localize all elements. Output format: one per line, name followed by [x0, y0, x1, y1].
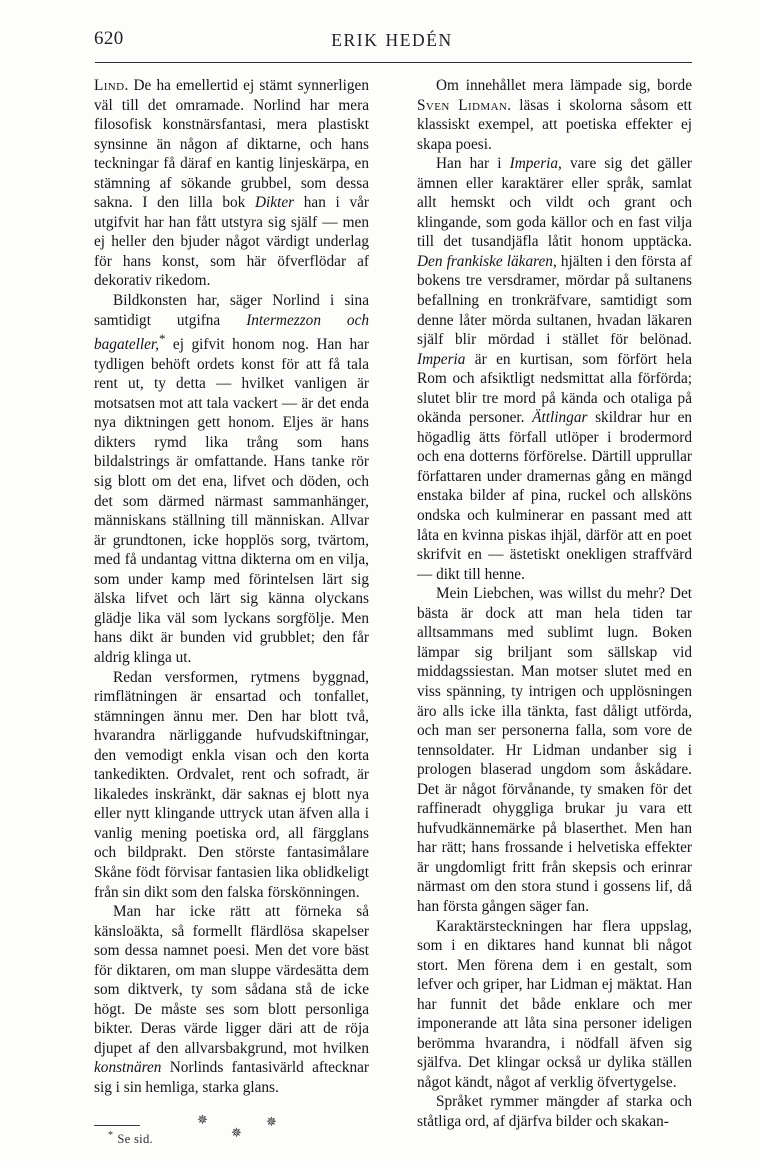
- running-title-last: HEDÉN: [385, 30, 453, 50]
- italic-title: Imperia: [417, 350, 466, 368]
- page-number: 620: [94, 28, 124, 49]
- text-run: Han har i: [436, 155, 510, 173]
- paragraph: [417, 584, 692, 916]
- text-run: han i vår utgifvit har han fått utstyra sig själf — men ej heller den bjuder något värdigt underlag för hans konst, som här öfverflödar af dekorativ rikedom.: [94, 194, 369, 290]
- running-title-first: ERIK: [331, 30, 379, 50]
- paragraph: [94, 902, 369, 1097]
- right-column-body: [417, 76, 692, 1132]
- small-caps-name: Sven Lidman: [417, 96, 508, 114]
- left-column-body: [94, 76, 369, 1098]
- column-left: [94, 76, 369, 1152]
- italic-title: Imperia: [509, 155, 559, 173]
- text-run: ej gifvit honom nog. Han har tydligen behöft ordets konst för att få tala rent ut, ty detta — hvilket vanligen är motsatsen mot att tala vackert — är det enda nya diktningen gett honom. Eljes är hans dikters rymd lika trång som hans bildalstrings är omfattande. Hans tanke rör sig blott om det ena, lifvet och döden, och det som därmed närmast sammanhänger, människans ställning till människan. Allvar är grundtonen, icke hopplös sorg, tvärtom, med få undantag vittna dikterna om en vilja, som under kamp med förintelsen lärt sig älska lifvet och lärt sig känna olyckans glädje lika väl som lyckans sorgfölje. Men hans dikt är bunden vid grubblet; den får aldrig klinga ut.: [94, 336, 369, 666]
- text-run: skildrar hur en högadlig ätts förfall utlöper i brodermord och ena dotterns förförelse. Därtill upprullar författaren under dramernas gång en mängd enstaka bilder af pina, ruckel och allsköns ondska och kulminerar en passant med att låta en kvinna piskas ihjäl, därför att en poet skrifvit en — ästetiskt onekligen straffvärd — dikt till henne.: [417, 409, 693, 583]
- text-run: Mein Liebchen, was willst du mehr? Det bästa är dock att man hela tiden tar alltsammans med sublimt lugn. Boken lämpar sig briljant som sällskap vid middagssiestan. Man motser slutet med en viss spänning, ty intrigen och upplösningen äro alls icke illa tänkta, fast dåligt utförda, och man ser personerna falla, som vore de tennsoldater. Hr Lidman undanber sig i prologen blaserad ungdom som åskådare. Det är något förvånande, ty smaken för det raffineradt ohyggliga brukar ju vara ett hufvudkännemärke på blaserthet. Men han har rätt; hans frossande i helvetiska effekter är ungdomligt fritt från skepsis och erinrar närmast om den stora stund i gossens lif, då han första gången säger fan.: [417, 585, 692, 915]
- paragraph: [94, 291, 369, 667]
- paragraph: [94, 76, 369, 291]
- page-header: [94, 28, 690, 62]
- asterisk-icon-3: ✵: [231, 1124, 242, 1140]
- text-run: Karaktärsteckningen har flera uppslag, som i en diktares hand kunnat bli något stort. Men förena dem i en gestalt, som lefver och griper, har Lidman ej mäktat. Han har funnit det både enklare och mer imponerande att låta sina personer ideligen berömma hvarandra, i nödfall äfven sig själfva. Det klingar också ur dylika ställen något kändt, något af verklig öfvertygelse.: [417, 917, 692, 1091]
- text-run: , vare sig det gäller ämnen eller karaktärer eller språk, samlat allt hemskt och vildt och grant och klingande, som goda källor och en fast vilja till det tusandjäfla låtit honom upptäcka.: [417, 155, 692, 251]
- text-run: . De ha emellertid ej stämt synnerligen väl till det omramade. Norlind har mera filosofisk konstnärsfantasi, mera plastiskt synsinne än någon af diktarne, och hans teckningar få däraf en kantig linjeskärpa, en stämning af sökande grubbel, som dessa sakna. I den lilla bok: [94, 77, 369, 212]
- text-run: . läsas i skolorna såsom ett klassiskt exempel, att poetiska effekter ej skapa poesi.: [417, 96, 692, 153]
- header-divider-rule: [95, 62, 692, 63]
- text-run: är en kurtisan, som förfört hela Rom och afsiktligt nedsmittat alla förförda; slutet blir tre mord på kända och otaliga på okända personer.: [417, 350, 692, 427]
- text-run: , hjälten i den första af bokens tre versdramer, mördar på sultanens befallning en tronkräfvare, samtidigt som denne låter mörda sultanen, hvadan läkaren själf blir mördad i stället för belönad.: [417, 252, 692, 349]
- italic-title: Den frankiske läkaren: [417, 252, 553, 270]
- paragraph: [417, 154, 692, 584]
- paragraph: [417, 1092, 692, 1131]
- text-run: Redan versformen, rytmens byggnad, rimflätningen är ensartad och tonfallet, stämningen ännu mer. Den har blott två, hvarandra närliggande hufvudskiftningar, den vemodigt enkla visan och den korta tankedikten. Ordvalet, rent och sofradt, är likaledes inskränkt, där saknas ej blott nya eller nytt klingande uttryck utan äfven alla i vanlig mening poetiska ord, all färgglans och bildprakt. Den störste fantasimålare Skåne födt förvisar fantasien lika oblidkeligt från sin dikt som den falska förskönningen.: [94, 668, 369, 901]
- text-run: Norlinds fantasivärld aftecknar sig i sin hemliga, starka glans.: [94, 1059, 369, 1096]
- text-run: Språket rymmer mängder af starka och ståtliga ord, af djärfva bilder och skakan-: [417, 1093, 692, 1130]
- text-run: Man har icke rätt att förneka så känsloäkta, så formellt flärdlösa skapelser som dessa namnet poesi. Men det vore bäst för diktaren, om man sluppe värdesätta dem som diktverk, ty som sådana stå de icke högt. De måste ses som blott personliga bikter. Deras värde ligger däri att de röja djupet af den allvarsbakgrund, mot hvilken: [94, 903, 369, 1057]
- asterisk-icon-1: ✵: [197, 1111, 208, 1127]
- italic-title: konstnären: [94, 1059, 162, 1077]
- footnote: [108, 1128, 153, 1147]
- footnote-text: Se sid.: [117, 1132, 153, 1147]
- column-right: [417, 76, 692, 1132]
- italic-title: Intermezzon och bagateller,: [94, 311, 370, 354]
- footnote-reference: *: [159, 332, 166, 347]
- text-run: Bildkonsten har, säger Norlind i sina samtidigt utgifna: [94, 292, 369, 329]
- italic-title: Ättlingar: [532, 409, 588, 427]
- paragraph: [417, 917, 692, 1093]
- paragraph: [94, 668, 369, 903]
- text-columns: [94, 76, 693, 1147]
- paragraph: [417, 76, 692, 154]
- running-title: [94, 30, 690, 51]
- italic-title: Dikter: [254, 194, 295, 212]
- text-run: Om innehållet mera lämpade sig, borde: [436, 77, 692, 94]
- asterisk-icon-2: ✵: [266, 1113, 277, 1129]
- small-caps-name: Lind: [94, 77, 125, 94]
- footnote-marker: *: [108, 1130, 114, 1142]
- footnote-rule: [94, 1125, 140, 1126]
